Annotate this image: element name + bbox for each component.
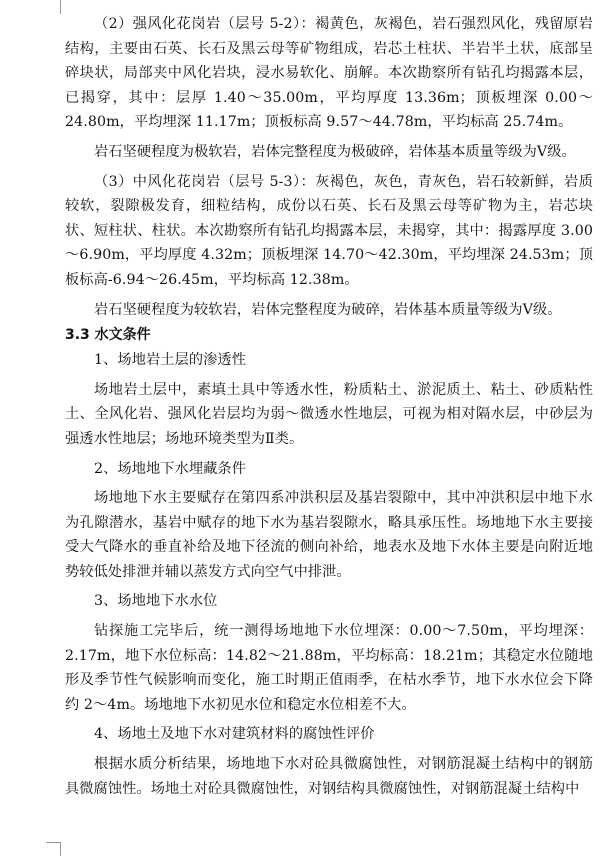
subheading-groundwater-conditions: 2、场地地下水埋藏条件 [94, 460, 247, 477]
subheading-groundwater-level: 3、场地地下水水位 [94, 593, 218, 610]
paragraph-strong-weathered-granite: （2）强风化花岗岩（层号 5-2）：褐黄色，灰褐色，岩石强烈风化，残留原岩结构，主要由石英、长石及黑云母等矿物组成，岩芯土柱状、半岩半土状，底部呈碎块状，局部夹中风化岩块，浸水易软化、崩解。本次勘察所有钻孔均揭露本层，已揭穿，其中：层厚 1.40～35.00m，平均厚度 13.36m；顶板埋深 0.00～24.80m，平均埋深 11.17m；顶板标高 9.57～44.78m，平均标高 25.74m。 [65, 16, 593, 131]
paragraph-rock-hardness-1: 岩石坚硬程度为极软岩，岩体完整程度为极破碎，岩体基本质量等级为Ⅴ级。 [94, 143, 576, 160]
paragraph-rock-hardness-2: 岩石坚硬程度为较软岩，岩体完整程度为破碎，岩体基本质量等级为Ⅴ级。 [94, 301, 562, 318]
document-body [65, 12, 593, 801]
margin-crop-mark-bottom-h [46, 842, 60, 843]
margin-crop-mark-top [60, 0, 61, 14]
subheading-permeability: 1、场地岩土层的渗透性 [94, 352, 247, 369]
paragraph-corrosivity: 根据水质分析结果，场地地下水对砼具微腐蚀性，对钢筋混凝土结构中的钢筋具微腐蚀性。场地土对砼具微腐蚀性，对钢结构具微腐蚀性，对钢筋混凝土结构中 [65, 756, 593, 797]
paragraph-moderately-weathered-granite: （3）中风化花岗岩（层号 5-3）：灰褐色，灰色，青灰色，岩石较新鲜，岩质较软，裂隙极发育，细粒结构，成份以石英、长石及黑云母等矿物为主，岩芯块状、短柱状、柱状。本次勘察所有钻孔均揭露本层，未揭穿，其中：揭露厚度 3.00～6.90m，平均厚度 4.32m；顶板埋深 14.70～42.30m，平均埋深 24.53m；顶板标高-6.94～26.45m，平均标高 12.38m。 [65, 173, 593, 288]
paragraph-groundwater-level: 钻探施工完毕后，统一测得场地地下水位埋深：0.00～7.50m，平均埋深：2.17m，地下水位标高：14.82～21.88m，平均标高：18.21m；其稳定水位随地形及季节性气候影响而变化，施工时期正值雨季，在枯水季节，地下水水位会下降约 2～4m。场地地下水初见水位和稳定水位相差不大。 [65, 623, 593, 713]
paragraph-groundwater-conditions: 场地地下水主要赋存在第四系冲洪积层及基岩裂隙中，其中冲洪积层中地下水为孔隙潜水，基岩中赋存的地下水为基岩裂隙水，略具承压性。场地地下水主要接受大气降水的垂直补给及地下径流的侧向补给，地表水及地下水体主要是向附近地势较低处排泄并辅以蒸发方式向空气中排泄。 [65, 490, 593, 580]
section-heading-hydrology: 3.3 水文条件 [65, 327, 151, 344]
subheading-corrosivity: 4、场地土及地下水对建筑材料的腐蚀性评价 [94, 726, 375, 743]
paragraph-permeability: 场地岩土层中，素填土具中等透水性，粉质粘土、淤泥质土、粘土、砂质粘性土、全风化岩、强风化岩层均为弱～微透水性地层，可视为相对隔水层，中砂层为强透水性地层；场地环境类型为Ⅱ类。 [65, 381, 593, 447]
margin-crop-mark-bottom [60, 842, 61, 856]
